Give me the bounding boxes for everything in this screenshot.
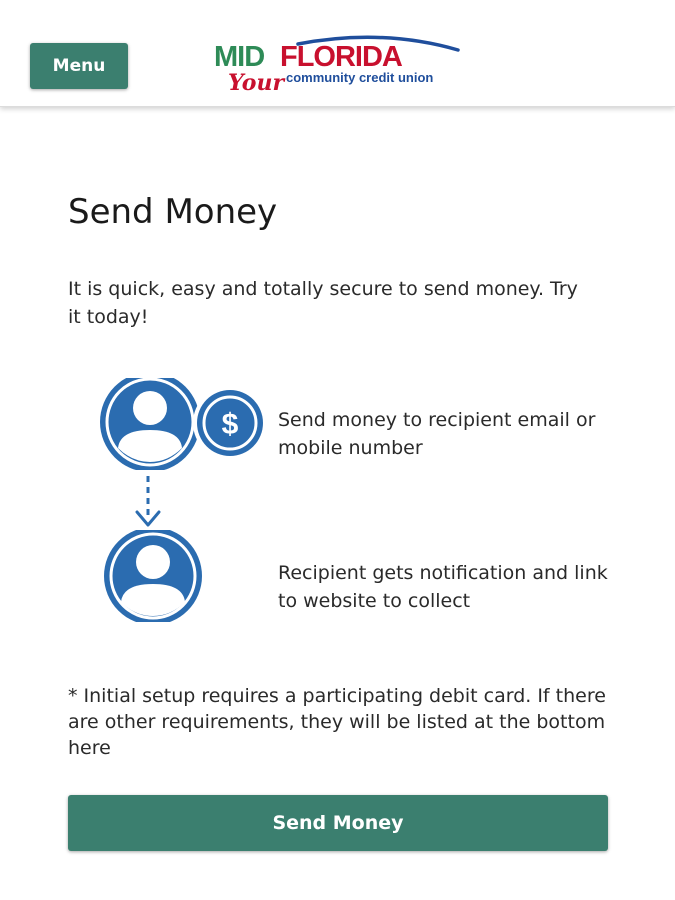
dollar-symbol: $ <box>221 408 239 441</box>
user-with-dollar-icon <box>94 378 270 470</box>
midflorida-logo[interactable] <box>212 34 464 100</box>
svg-text:Your: Your <box>228 70 285 96</box>
menu-button[interactable]: Menu <box>30 43 128 89</box>
send-money-button[interactable]: Send Money <box>68 795 608 851</box>
user-icon <box>94 530 212 622</box>
svg-text:FLORIDA: FLORIDA <box>280 41 402 73</box>
arrow-down-icon <box>133 474 163 532</box>
step-collect-text: Recipient gets notification and link to website to collect <box>278 562 608 612</box>
svg-text:MID: MID <box>214 41 265 73</box>
page-title: Send Money <box>68 192 278 232</box>
step-send-text: Send money to recipient email or mobile number <box>278 409 596 459</box>
app-header <box>0 0 675 107</box>
intro-text: It is quick, easy and totally secure to send money. Try it today! <box>68 278 578 328</box>
svg-text:community credit union: community credit union <box>286 70 434 85</box>
setup-note: * Initial setup requires a participating debit card. If there are other requirements, they will be listed at the bottom here <box>68 685 606 759</box>
